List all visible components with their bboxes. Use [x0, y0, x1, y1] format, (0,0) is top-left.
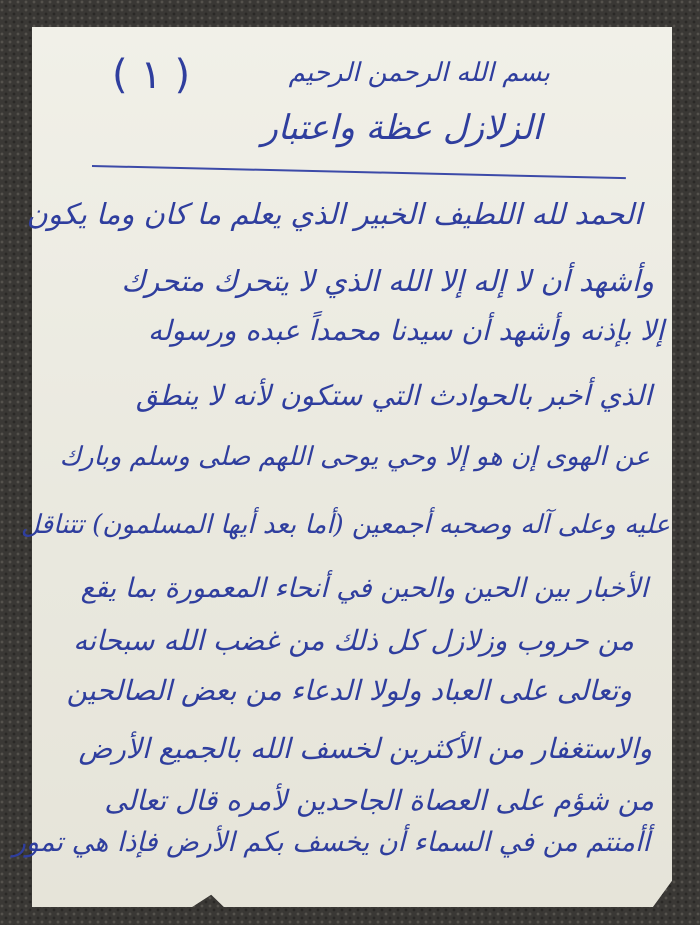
basmala: بسم الله الرحمن الرحيم [288, 58, 550, 88]
text-line: الذي أخبر بالحوادث التي ستكون لأنه لا ينطق [135, 379, 652, 412]
text-line: والاستغفار من الأكثرين لخسف الله بالجميع الأرض [78, 732, 652, 765]
text-line: وتعالى على العباد ولولا الدعاء من بعض الصالحين [66, 674, 632, 707]
text-line: وأشهد أن لا إله إلا الله الذي لا يتحرك متحرك [121, 264, 654, 298]
text-line: من شؤم على العصاة الجاحدين لأمره قال تعالى [104, 784, 654, 817]
document-title: الزلازل عظة واعتبار [261, 108, 542, 148]
text-line: إلا بإذنه وأشهد أن سيدنا محمداً عبده ورسوله [147, 314, 664, 347]
text-line: من حروب وزلازل كل ذلك من غضب الله سبحانه [73, 624, 634, 657]
text-line: الحمد لله اللطيف الخبير الذي يعلم ما كان وما يكون [26, 197, 642, 231]
text-line: الأخبار بين الحين والحين في أنحاء المعمورة بما يقع [80, 573, 648, 604]
page-number: ( ١ ) [112, 52, 191, 98]
text-line: عن الهوى إن هو إلا وحي يوحى اللهم صلى وسلم وبارك [59, 442, 650, 472]
text-line: أأمنتم من في السماء أن يخسف بكم الأرض فإذا هي تمور [12, 827, 650, 858]
text-line: عليه وعلى آله وصحبه أجمعين (أما بعد أيها المسلمون) تتناقل [20, 510, 670, 540]
